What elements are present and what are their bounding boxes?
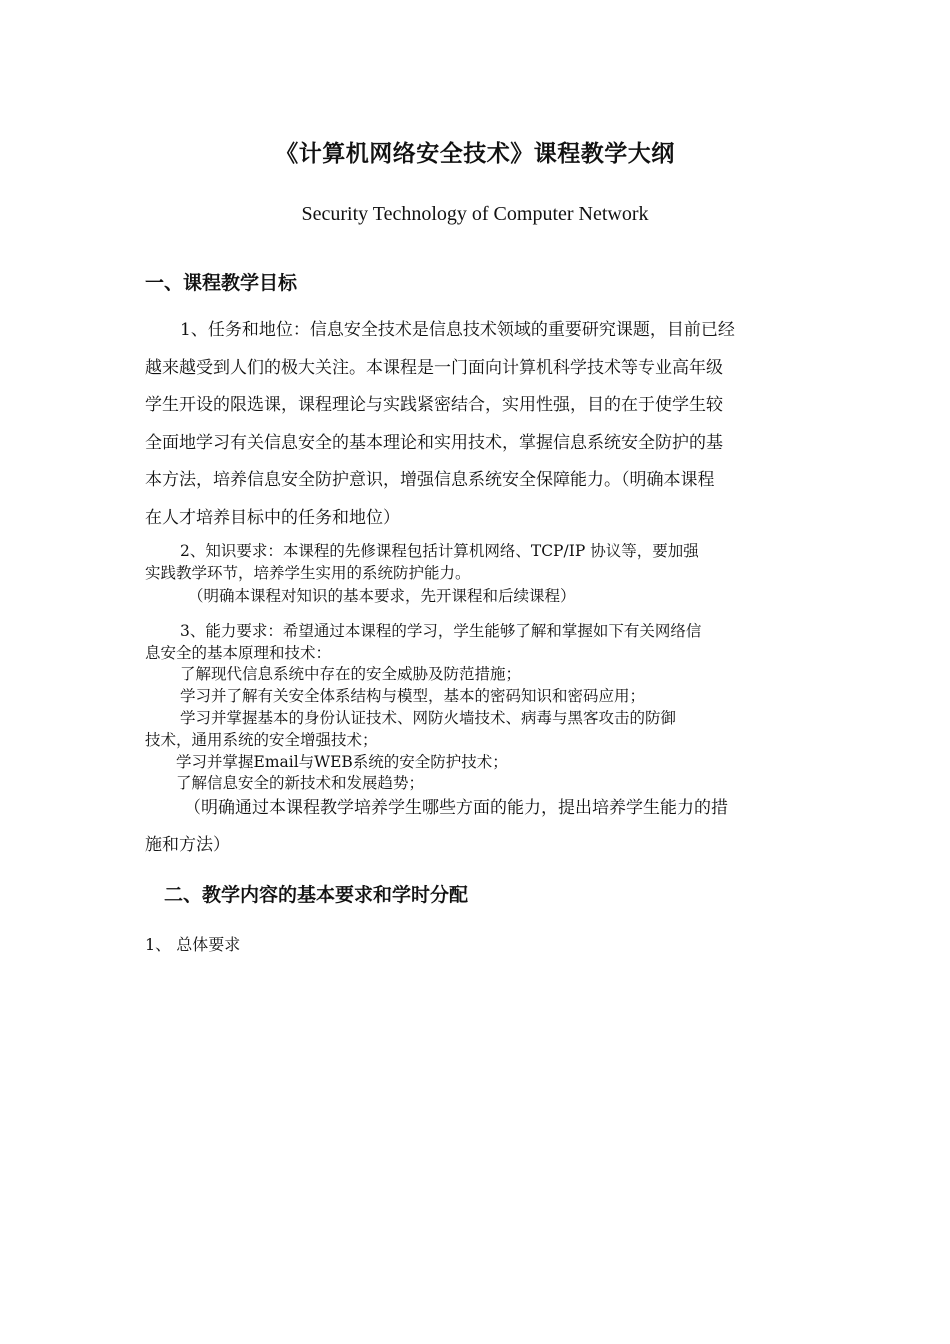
text-line: 学习并掌握基本的身份认证技术、网防火墙技术、病毒与黑客攻击的防御 [180,709,677,727]
section1-heading: 一、课程教学目标 [145,272,298,294]
text-line: 学习并掌握Email与WEB系统的安全防护技术； [176,753,508,771]
text-line: （明确通过本课程教学培养学生哪些方面的能力，提出培养学生能力的措 [184,798,728,818]
text-line: 本方法，培养信息安全防护意识，增强信息系统安全保障能力。（明确本课程 [145,470,715,490]
text-line: 学生开设的限选课，课程理论与实践紧密结合，实用性强，目的在于使学生较 [145,395,723,415]
document-title: 《计算机网络安全技术》课程教学大纲 [275,141,675,167]
text-line: 了解信息安全的新技术和发展趋势； [176,774,425,792]
section2-heading: 二、教学内容的基本要求和学时分配 [164,884,469,906]
text-line: 2、知识要求：本课程的先修课程包括计算机网络、TCP/IP 协议等，要加强 [180,542,699,560]
text-line: 学习并了解有关安全体系结构与模型，基本的密码知识和密码应用； [180,687,646,705]
text-line: 越来越受到人们的极大关注。本课程是一门面向计算机科学技术等专业高年级 [145,358,723,378]
text-line: （明确本课程对知识的基本要求，先开课程和后续课程） [188,587,576,605]
text-line: 了解现代信息系统中存在的安全威胁及防范措施； [180,665,522,683]
text-line: 技术，通用系统的安全增强技术； [145,731,378,749]
text-line: 施和方法） [145,835,230,855]
text-line: 息安全的基本原理和技术： [145,644,332,662]
text-line: 全面地学习有关信息安全的基本理论和实用技术，掌握信息系统安全防护的基 [145,433,723,453]
text-line: 实践教学环节，培养学生实用的系统防护能力。 [145,564,471,582]
text-line: 3、能力要求：希望通过本课程的学习，学生能够了解和掌握如下有关网络信 [180,622,702,640]
text-line: 1、任务和地位：信息安全技术是信息技术领域的重要研究课题，目前已经 [180,320,735,340]
document-subtitle: Security Technology of Computer Network [301,203,649,225]
text-line: 在人才培养目标中的任务和地位） [145,508,400,528]
section2-item-1: 1、 总体要求 [145,935,241,954]
